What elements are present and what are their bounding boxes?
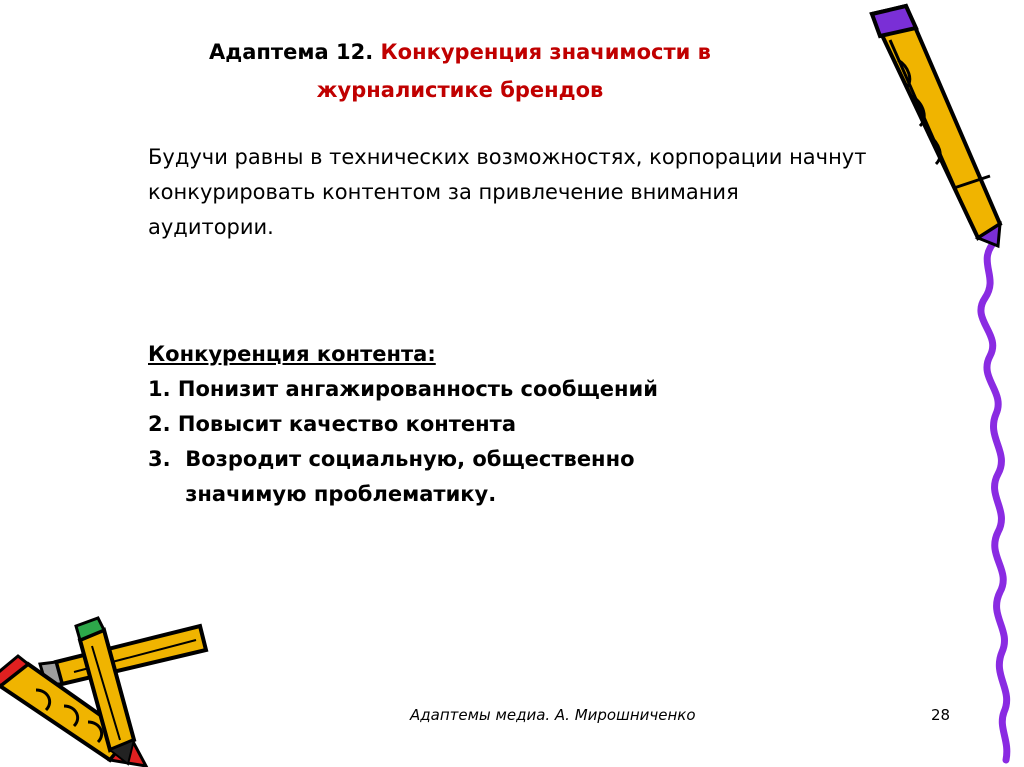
list-heading: Конкуренция контента: — [148, 342, 436, 366]
title-accent-line2: журналистике брендов — [316, 78, 604, 102]
crossed-pencils-icon — [0, 618, 206, 766]
intro-paragraph: Будучи равны в технических возможностях, корпорации начнут конкурировать контентом за привлечение внимания аудитории. — [148, 145, 867, 239]
page-number: 28 — [931, 706, 951, 724]
list-item-text: Возродит социальную, общественно значимую проблематику. — [185, 447, 635, 506]
list-item-number: 1. — [148, 377, 178, 401]
footer-text: Адаптемы медиа. А. Мирошниченко — [410, 706, 696, 724]
list-item-text: Понизит ангажированность сообщений — [177, 377, 658, 401]
title-prefix: Адаптема 12. — [209, 40, 381, 64]
pencil-icon — [872, 6, 1000, 246]
list-item-number: 3. — [148, 447, 186, 471]
list-item-number: 2. — [148, 412, 178, 436]
title-accent-line1: Конкуренция значимости в — [380, 40, 711, 64]
squiggle-line — [981, 240, 1007, 760]
list-item-text: Повысит качество контента — [177, 412, 517, 436]
